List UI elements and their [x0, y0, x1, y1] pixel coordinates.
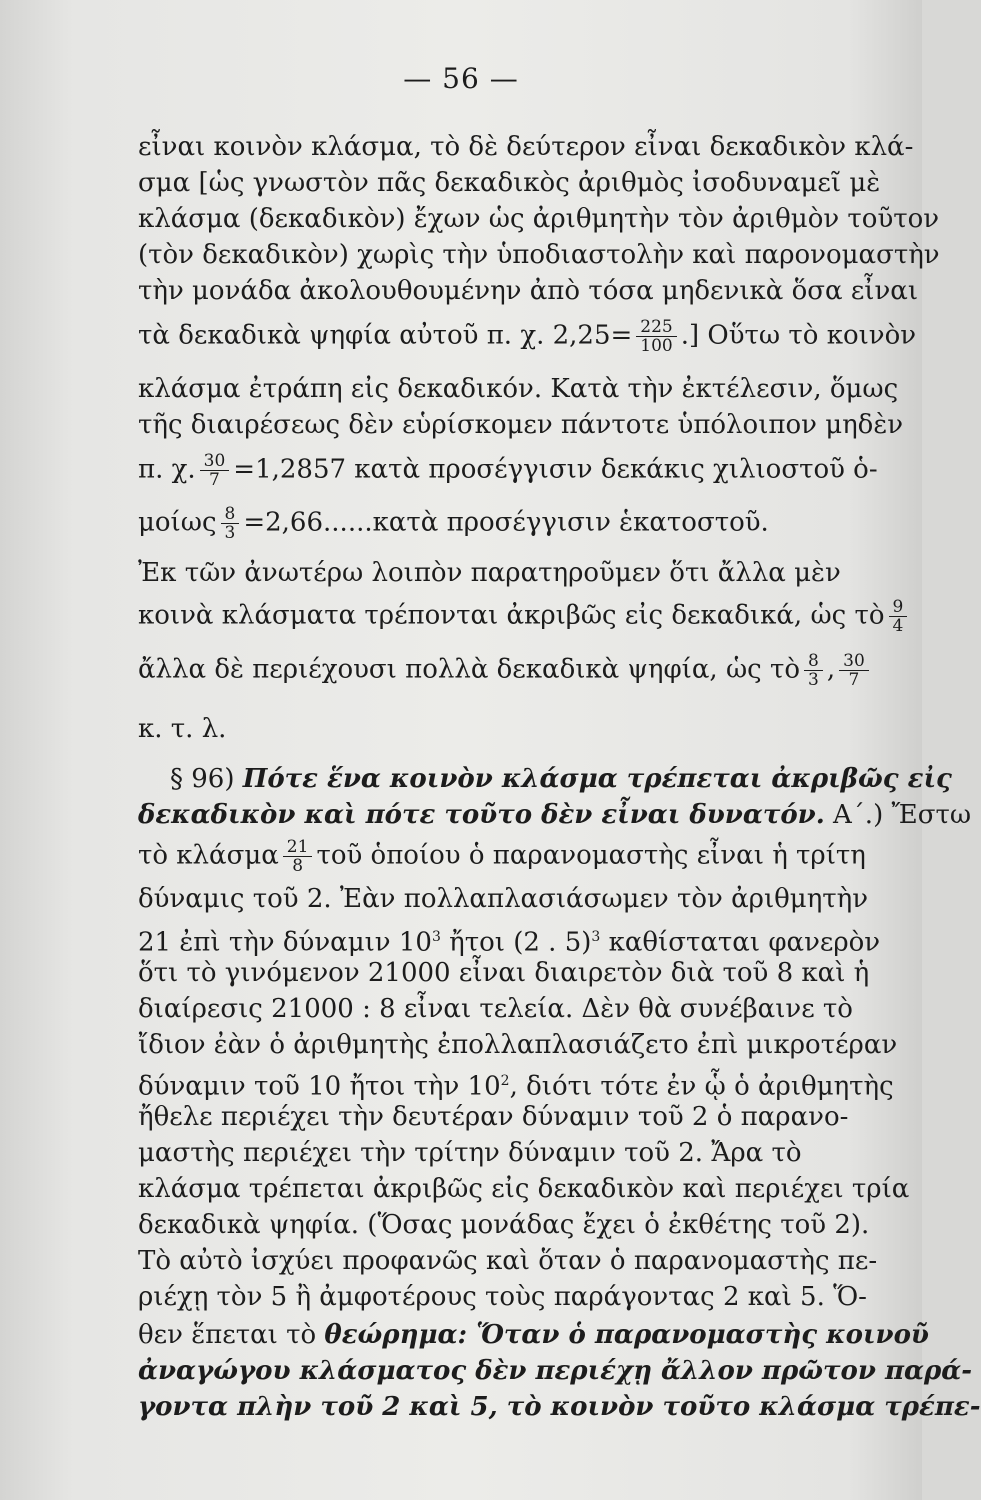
text-line-17 — [138, 838, 883, 875]
numerator: 30 — [839, 652, 869, 671]
theorem-line-2: ἀναγώγου κλάσματος δὲν περιέχῃ ἄλλον πρῶτον παρά- — [138, 1356, 973, 1386]
text-span: ἄλλα δὲ περιέχουσι πολλὰ δεκαδικὰ ψηφία, ὡς τὸ — [138, 654, 801, 685]
text-line-19 — [138, 920, 883, 960]
text-line-4: (τὸν δεκαδικὸν) χωρὶς τὴν ὑποδιαστολὴν καὶ παρονομαστὴν — [138, 240, 940, 270]
denominator: 3 — [224, 523, 236, 543]
exponent: 2 — [500, 1073, 510, 1089]
text-span: Α΄.) Ἔστω — [833, 800, 972, 830]
fraction-21-8 — [283, 838, 313, 875]
text-span: τὸ κλάσμα — [138, 840, 279, 871]
text-line-16 — [138, 798, 972, 832]
section-heading-96 — [170, 762, 952, 796]
numerator: 8 — [804, 652, 823, 671]
text-span: =2,66......κατὰ προσέγγισιν ἑκατοστοῦ. — [243, 507, 769, 538]
denominator: 7 — [209, 470, 220, 490]
denominator: 100 — [640, 336, 673, 356]
fraction-8-3 — [221, 505, 240, 542]
section-title: Πότε ἕνα κοινὸν κλάσμα τρέπεται ἀκριβῶς εἰς — [242, 764, 952, 794]
exponent: 3 — [431, 929, 441, 945]
text-line-10 — [138, 505, 883, 542]
text-line-7: κλάσμα ἐτράπη εἰς δεκαδικόν. Κατὰ τὴν ἐκτέλεσιν, ὅμως — [138, 374, 899, 404]
text-line-24: ἤθελε περιέχει τὴν δευτέραν δύναμιν τοῦ 2 ὁ παρανο- — [138, 1102, 849, 1132]
numerator: 9 — [889, 598, 908, 617]
text-span: θεν ἕπεται τὸ — [138, 1320, 317, 1350]
section-title-cont: δεκαδικὸν καὶ πότε τοῦτο δὲν εἶναι δυνατόν. — [138, 800, 825, 830]
text-line-25: μαστὴς περιέχει τὴν τρίτην δύναμιν τοῦ 2. Ἄρα τὸ — [138, 1138, 802, 1168]
denominator: 4 — [892, 616, 904, 636]
text-line-6 — [138, 317, 917, 356]
text-line-13: ἄλλα δὲ περιέχουσι πολλὰ δεκαδικὰ ψηφία, ὡς τὸ $\frac{8}{3}$ , $\frac{30}{7}$ — [138, 652, 883, 689]
section-number: § 96) — [170, 764, 235, 794]
text-line-11: Ἐκ τῶν ἀνωτέρω λοιπὸν παρατηροῦμεν ὅτι ἄλλα μὲν — [138, 558, 841, 588]
text-span: κοινὰ κλάσματα τρέπονται ἀκριβῶς εἰς δεκαδικά, ὡς τὸ — [138, 600, 885, 631]
text-span: π. χ. — [138, 454, 196, 485]
text-span: τοῦ ὁποίου ὁ παρανομαστὴς εἶναι ἡ τρίτη — [316, 840, 866, 871]
fraction-225-100 — [636, 318, 676, 355]
text-span: καθίσταται φανερὸν — [608, 927, 881, 958]
text-line-22: ἴδιον ἐὰν ὁ ἀριθμητὴς ἐπολλαπλασιάζετο ἐπὶ μικροτέραν — [138, 1030, 898, 1060]
text-line-18: δύναμις τοῦ 2. Ἐὰν πολλαπλασιάσωμεν τὸν ἀριθμητὴν — [138, 884, 869, 914]
fraction-30-7 — [839, 652, 869, 689]
text-line-9 — [138, 452, 883, 489]
text-line-1: εἶναι κοινὸν κλάσμα, τὸ δὲ δεύτερον εἶναι δεκαδικὸν κλά- — [138, 132, 914, 162]
text-line-12 — [138, 597, 904, 636]
numerator: 225 — [636, 318, 676, 337]
theorem-line-3: γοντα πλὴν τοῦ 2 καὶ 5, τὸ κοινὸν τοῦτο κλάσμα τρέπε- — [138, 1392, 981, 1422]
numerator: 21 — [283, 838, 313, 857]
text-span: =1,2857 κατὰ προσέγγισιν δεκάκις χιλιοστοῦ ὁ- — [233, 454, 878, 485]
text-span: ἤτοι (2 . 5) — [449, 927, 592, 958]
text-span: .] Οὕτω τὸ κοινὸν — [680, 320, 917, 351]
denominator: 7 — [848, 670, 860, 690]
theorem-text: θεώρημα: Ὅταν ὁ παρανομαστὴς κοινοῦ — [324, 1320, 929, 1350]
text-line-27: δεκαδικὰ ψηφία. (Ὅσας μονάδας ἔχει ὁ ἐκθέτης τοῦ 2). — [138, 1210, 870, 1240]
denominator: 3 — [808, 670, 819, 690]
fraction-30-7 — [200, 452, 230, 489]
text-line-8: τῆς διαιρέσεως δὲν εὑρίσκομεν πάντοτε ὑπόλοιπον μηδὲν — [138, 410, 904, 440]
exponent: 3 — [591, 929, 601, 945]
text-line-21: διαίρεσις 21000 : 8 εἶναι τελεία. Δὲν θὰ συνέβαινε τὸ — [138, 994, 853, 1024]
numerator: 30 — [200, 452, 230, 471]
text-line-30 — [138, 1318, 929, 1352]
denominator: 8 — [292, 856, 304, 876]
text-span: τὰ δεκαδικὰ ψηφία αὐτοῦ π. χ. 2,25= — [138, 320, 633, 351]
text-line-20: ὅτι τὸ γινόμενον 21000 εἶναι διαιρετὸν διὰ τοῦ 8 καὶ ἡ — [138, 958, 870, 988]
text-line-2: σμα [ὡς γνωστὸν πᾶς δεκαδικὸς ἀριθμὸς ἰσοδυναμεῖ μὲ — [138, 168, 881, 198]
text-line-5: τὴν μονάδα ἀκολουθουμένην ἀπὸ τόσα μηδενικὰ ὅσα εἶναι — [138, 276, 919, 306]
text-line-26: κλάσμα τρέπεται ἀκριβῶς εἰς δεκαδικὸν καὶ περιέχει τρία — [138, 1174, 910, 1204]
page-number: — 56 — — [403, 62, 519, 95]
text-span: μοίως — [138, 507, 217, 538]
text-line-3: κλάσμα (δεκαδικὸν) ἔχων ὡς ἀριθμητὴν τὸν ἀριθμὸν τοῦτον — [138, 204, 940, 234]
text-line-28: Τὸ αὐτὸ ἰσχύει προφανῶς καὶ ὅταν ὁ παρανομαστὴς πε- — [138, 1246, 878, 1276]
text-span: , διότι τότε ἐν ᾧ ὁ ἀριθμητὴς — [509, 1071, 894, 1102]
fraction-8-3 — [804, 652, 823, 689]
text-span: 21 ἐπὶ τὴν δύναμιν 10 — [138, 927, 432, 958]
text-line-14: κ. τ. λ. — [138, 714, 227, 744]
numerator: 8 — [221, 505, 240, 524]
text-line-29: ριέχῃ τὸν 5 ἢ ἀμφοτέρους τοὺς παράγοντας 2 καὶ 5. Ὅ- — [138, 1282, 867, 1312]
fraction-9-4 — [889, 598, 908, 635]
text-line-23 — [138, 1064, 894, 1104]
text-span: δύναμιν τοῦ 10 ἤτοι τὴν 10 — [138, 1071, 501, 1102]
